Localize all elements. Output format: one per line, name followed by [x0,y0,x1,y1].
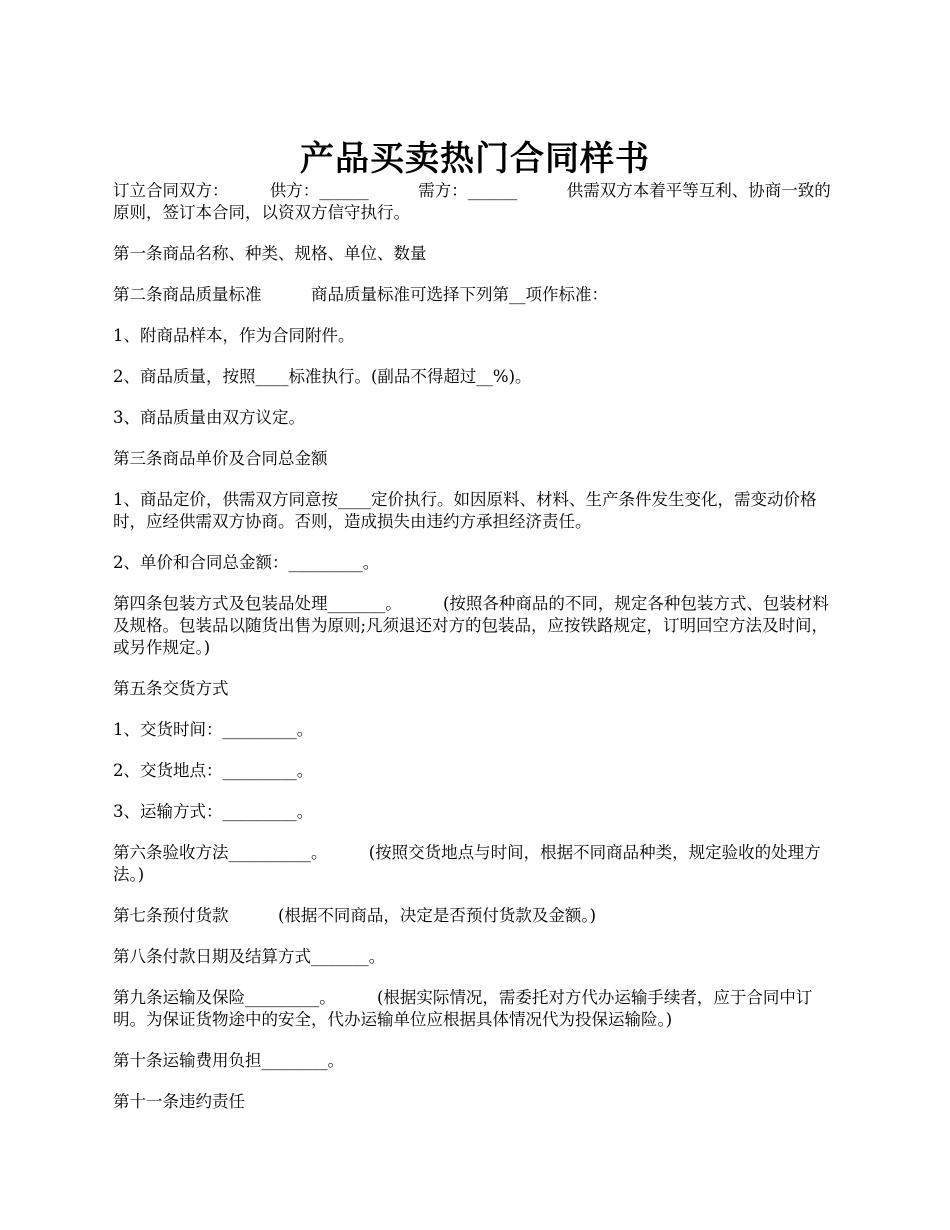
clause-4: 第四条包装方式及包装品处理_______。 (按照各种商品的不同，规定各种包装方式、包装材料及规格。包装品以随货出售为原则;凡须退还对方的包装品，应按铁路规定，订明回空方法及时间，或另作规定。) [113,594,829,657]
clause-2-item-2: 2、商品质量，按照____标准执行。(副品不得超过__%)。 [113,367,532,386]
clause-1-heading: 第一条商品名称、种类、规格、单位、数量 [113,244,427,263]
document-body [113,180,843,1132]
page-title: 产品买卖热门合同样书 [300,138,650,179]
clause-8: 第八条付款日期及结算方式_______。 [113,947,386,966]
clause-3-item-1: 1、商品定价，供需双方同意按____定价执行。如因原料、材料、生产条件发生变化，需变动价格时，应经供需双方协商。否则，造成损失由违约方承担经济责任。 [113,490,817,531]
clause-10: 第十条运输费用负担________。 [113,1051,344,1070]
clause-5-item-1: 1、交货时间：_________。 [113,720,314,739]
clause-3-item-2: 2、单价和合同总金额：_________。 [113,553,380,572]
clause-2-item-3: 3、商品质量由双方议定。 [113,408,305,427]
clause-3-heading: 第三条商品单价及合同总金额 [113,449,328,468]
paragraph-parties: 订立合同双方： 供方：______ 需方：______ 供需双方本着平等互利、协商一致的原则，签订本合同，以资双方信守执行。 [113,181,831,222]
clause-5-item-2: 2、交货地点：_________。 [113,761,314,780]
clause-11-heading: 第十一条违约责任 [113,1092,245,1111]
clause-2-item-1: 1、附商品样本，作为合同附件。 [113,326,355,345]
clause-5-item-3: 3、运输方式：_________。 [113,802,314,821]
clause-6: 第六条验收方法__________。 (按照交货地点与时间，根据不同商品种类，规定验收的处理方法。) [113,843,821,884]
clause-9: 第九条运输及保险_________。 (根据实际情况，需委托对方代办运输手续者，应于合同中订明。为保证货物途中的安全，代办运输单位应根据具体情况代为投保运输险。) [113,988,813,1029]
clause-7: 第七条预付货款 (根据不同商品，决定是否预付货款及金额。) [113,906,597,925]
clause-5-heading: 第五条交货方式 [113,679,229,698]
clause-2-heading: 第二条商品质量标准 商品质量标准可选择下列第__项作标准： [113,285,608,304]
